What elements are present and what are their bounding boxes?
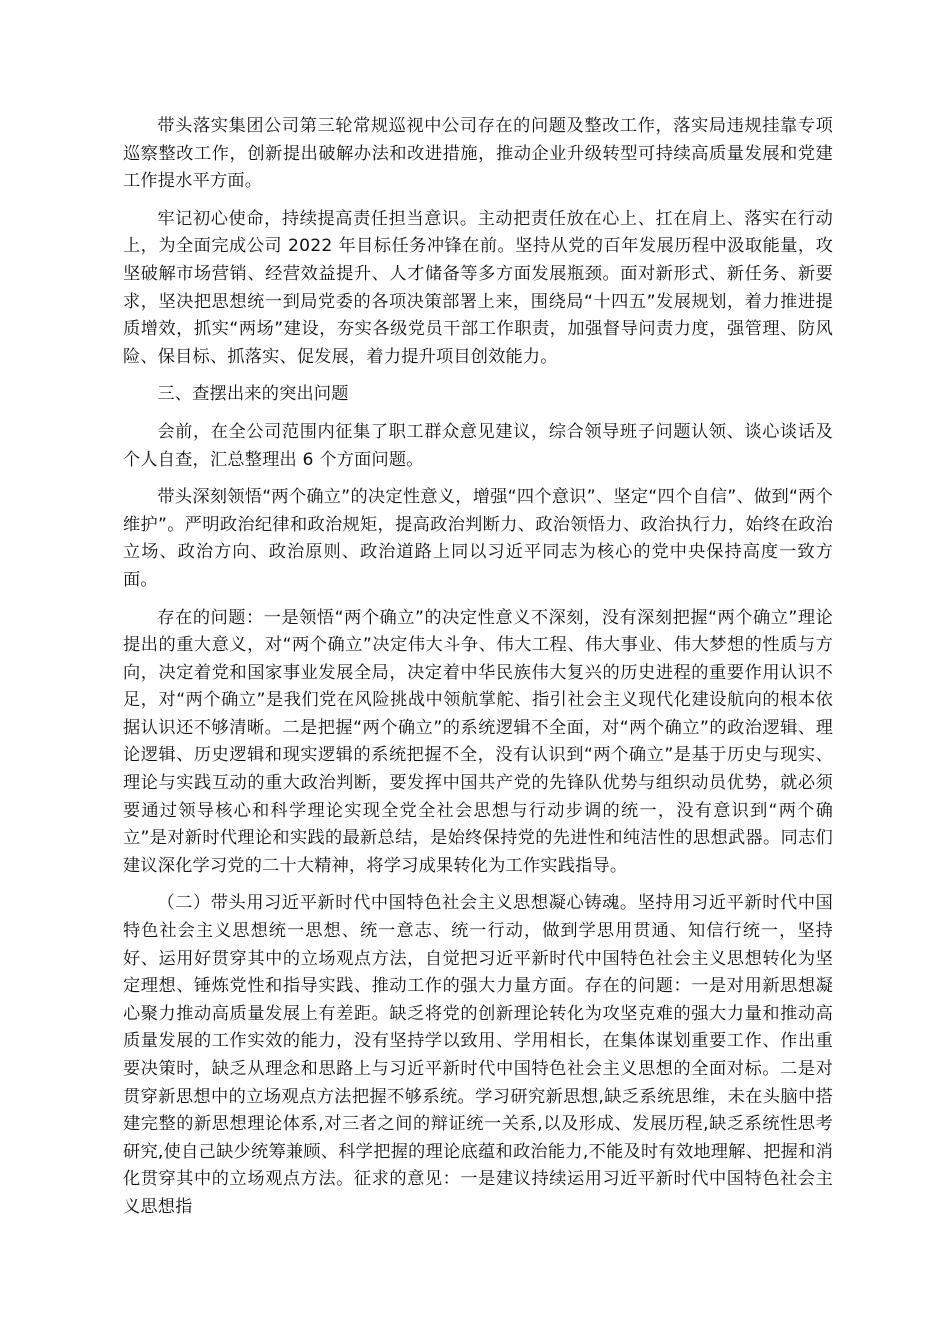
paragraph-two-establishments: 带头深刻领悟“两个确立”的决定性意义，增强“四个意识”、坚定“四个自信”、做到“两个维护”。严明政治纪律和政治规矩，提高政治判断力、政治领悟力、政治执行力，始终在政治立场、政治方向、政治原则、政治道路上同以习近平同志为核心的党中央保持高度一致方面。 [123,487,833,590]
paragraph-mission-responsibility: 牢记初心使命，持续提高责任担当意识。主动把责任放在心上、扛在肩上、落实在行动上，为全面完成公司 2022 年目标任务冲锋在前。坚持从党的百年发展历程中汲取能量，攻坚破解市场营销、经营效益提升、人才储备等多方面发展瓶颈。面对新形式、新任务、新要求，坚决把思想统一到局党委的各项决策部署上来，围绕局“十四五”发展规划，着力推进提质增效，抓实“两场”建设，夯实各级党员干部工作职责，加强督导问责力度，强管理、防风险、保目标、抓落实、促发展，着力提升项目创效能力。 [123,208,833,367]
paragraph-xi-thought: （二）带头用习近平新时代中国特色社会主义思想凝心铸魂。坚持用习近平新时代中国特色社会主义思想统一思想、统一意志、统一行动，做到学思用贯通、知信行统一，坚持好、运用好贯穿其中的立场观点方法，自觉把习近平新时代中国特色社会主义思想转化为坚定理想、锤炼党性和指导实践、推动工作的强大力量方面。存在的问题：一是对用新思想凝心聚力推动高质量发展上有差距。缺乏将党的创新理论转化为攻坚克难的强大力量和推动高质量发展的工作实效的能力，没有坚持学以致用、学用相长，在集体谋划重要工作、作出重要决策时，缺乏从理念和思路上与习近平新时代中国特色社会主义思想的全面对标。二是对贯穿新思想中的立场观点方法把握不够系统。学习研究新思想,缺乏系统思维，未在头脑中搭建完整的新思想理论体系,对三者之间的辩证统一关系,以及形成、发展历程,缺乏系统性思考研究,使自己缺少统筹兼顾、科学把握的理论底蕴和政治能力,不能及时有效地理解、把握和消化贯穿其中的立场观点方法。征求的意见：一是建议持续运用习近平新时代中国特色社会主义思想指 [123,893,833,1217]
paragraph-opinion-collection: 会前，在全公司范围内征集了职工群众意见建议，综合领导班子问题认领、谈心谈话及个人自查，汇总整理出 6 个方面问题。 [123,421,833,470]
paragraph-rectification-work: 带头落实集团公司第三轮常规巡视中公司存在的问题及整改工作，落实局违规挂靠专项巡察整改工作，创新提出破解办法和改进措施，推动企业升级转型可持续高质量发展和党建工作提水平方面。 [123,116,833,192]
document-body [123,113,833,1232]
section-heading-problems: 三、查摆出来的突出问题 [157,384,349,405]
paragraph-existing-problems: 存在的问题：一是领悟“两个确立”的决定性意义不深刻，没有深刻把握“两个确立”理论提出的重大意义，对“两个确立”决定伟大斗争、伟大工程、伟大事业、伟大梦想的性质与方向，决定着党和国家事业发展全局，决定着中华民族伟大复兴的历史进程的重要作用认识不足，对“两个确立”是我们党在风险挑战中领航掌舵、指引社会主义现代化建设航向的根本依据认识还不够清晰。二是把握“两个确立”的系统逻辑不全面，对“两个确立”的政治逻辑、理论逻辑、历史逻辑和现实逻辑的系统把握不全，没有认识到“两个确立”是基于历史与现实、理论与实践互动的重大政治判断，要发挥中国共产党的先锋队优势与组织动员优势，就必须要通过领导核心和科学理论实现全党全社会思想与行动步调的统一，没有意识到“两个确立”是对新时代理论和实践的最新总结，是始终保持党的先进性和纯洁性的思想武器。同志们建议深化学习党的二十大精神，将学习成果转化为工作实践指导。 [123,607,833,876]
